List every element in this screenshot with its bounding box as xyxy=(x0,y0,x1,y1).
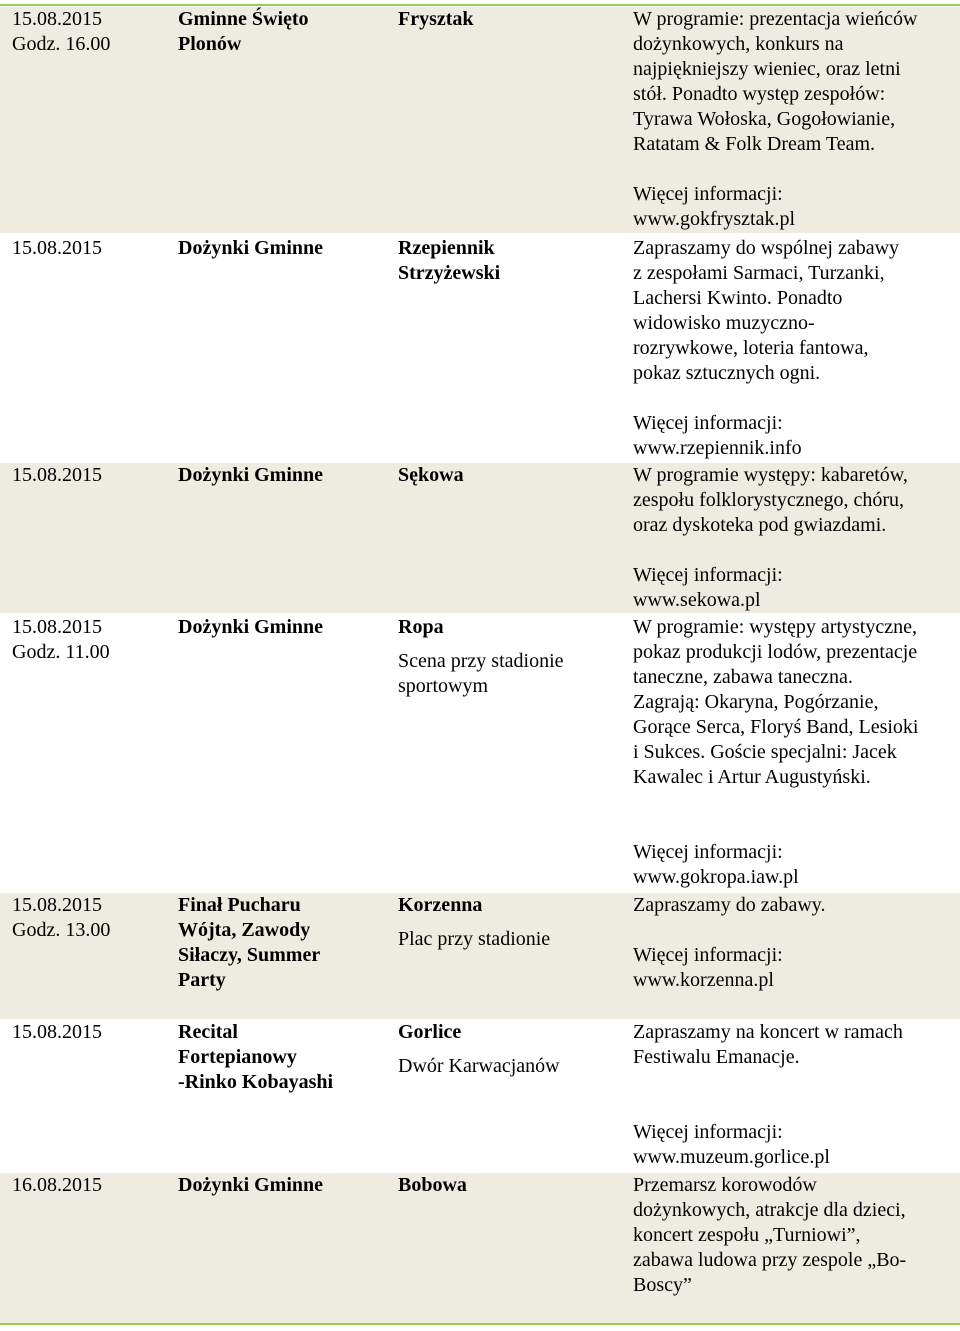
event-date: 15.08.2015 xyxy=(12,1021,102,1043)
more-info-link[interactable]: www.gokfrysztak.pl xyxy=(633,208,796,230)
event-row xyxy=(0,615,960,892)
more-info-label: Więcej informacji: xyxy=(633,183,783,205)
event-description: Przemarsz korowodów dożynkowych, atrakcje dla dzieci, koncert zespołu „Turniowi”, zabawa ludowa przy zespole „Bo- Boscy” xyxy=(633,1174,907,1296)
more-info-label: Więcej informacji: xyxy=(633,412,783,434)
event-name: Gminne Święto Plonów xyxy=(178,8,309,55)
event-row xyxy=(0,236,960,462)
more-info-label: Więcej informacji: xyxy=(633,944,783,966)
event-date: 16.08.2015 xyxy=(12,1174,102,1196)
more-info-link[interactable]: www.gokropa.iaw.pl xyxy=(633,866,799,888)
event-place: Ropa Scena przy stadionie sportowym xyxy=(398,615,628,699)
more-info-link[interactable]: www.rzepiennik.info xyxy=(633,437,802,459)
event-place: Korzenna Plac przy stadionie xyxy=(398,893,628,952)
more-info-link[interactable]: www.sekowa.pl xyxy=(633,589,761,611)
event-venue: Dwór Karwacjanów xyxy=(398,1055,560,1077)
event-description: Zapraszamy na koncert w ramach Festiwalu Emanacje. Więcej informacji: www.muzeum.gorlice.pl xyxy=(633,1020,953,1170)
event-date: 15.08.2015 Godz. 11.00 xyxy=(12,616,110,663)
event-venue: Plac przy stadionie xyxy=(398,928,551,950)
event-description: W programie: prezentacja wieńców dożynkowych, konkurs na najpiękniejszy wieniec, oraz letni stół. Ponadto występ zespołów: Tyrawa Wołoska, Gogołowianie, Ratatam & Folk Dream Team. Więcej informacji: www.gokfrysztak.pl xyxy=(633,7,953,232)
event-place: Frysztak xyxy=(398,8,474,30)
event-name: Recital Fortepianowy -Rinko Kobayashi xyxy=(178,1021,334,1093)
more-info-link[interactable]: www.korzenna.pl xyxy=(633,969,774,991)
event-place: Gorlice Dwór Karwacjanów xyxy=(398,1020,628,1079)
event-venue: Scena przy stadionie sportowym xyxy=(398,650,564,697)
event-date: 15.08.2015 Godz. 13.00 xyxy=(12,894,111,941)
event-row xyxy=(0,463,960,613)
event-name: Dożynki Gminne xyxy=(178,616,324,638)
event-date: 15.08.2015 Godz. 16.00 xyxy=(12,8,111,55)
event-description: W programie występy: kabaretów, zespołu folklorystycznego, chóru, oraz dyskoteka pod gwiazdami. Więcej informacji: www.sekowa.pl xyxy=(633,463,953,613)
event-date: 15.08.2015 xyxy=(12,237,102,259)
more-info-label: Więcej informacji: xyxy=(633,564,783,586)
more-info-label: Więcej informacji: xyxy=(633,841,783,863)
event-place: Bobowa xyxy=(398,1174,467,1196)
more-info-link[interactable]: www.muzeum.gorlice.pl xyxy=(633,1146,830,1168)
table-top-border xyxy=(0,4,960,6)
event-row xyxy=(0,7,960,233)
event-name: Dożynki Gminne xyxy=(178,464,324,486)
event-name: Dożynki Gminne xyxy=(178,1174,324,1196)
event-place: Rzepiennik Strzyżewski xyxy=(398,237,501,284)
event-row xyxy=(0,893,960,1019)
table-bottom-border xyxy=(0,1323,960,1325)
event-row xyxy=(0,1173,960,1323)
event-description: Zapraszamy do zabawy. Więcej informacji: www.korzenna.pl xyxy=(633,893,953,993)
event-date: 15.08.2015 xyxy=(12,464,102,486)
event-description: Zapraszamy do wspólnej zabawy z zespołami Sarmaci, Turzanki, Lachersi Kwinto. Ponadto widowisko muzyczno- rozrywkowe, loteria fantowa, pokaz sztucznych ogni. Więcej informacji: www.rzepiennik.info xyxy=(633,236,953,461)
event-description: W programie: występy artystyczne, pokaz produkcji lodów, prezentacje taneczne, zabawa taneczna. Zagrają: Okaryna, Pogórzanie, Gorące Serca, Floryś Band, Lesioki i Sukces. Goście specjalni: Jacek Kawalec i Artur Augustyński. Więcej informacji: www.gokropa.iaw.pl xyxy=(633,615,953,890)
event-name: Finał Pucharu Wójta, Zawody Siłaczy, Summer Party xyxy=(178,894,321,991)
event-place: Sękowa xyxy=(398,464,464,486)
event-row xyxy=(0,1020,960,1172)
event-name: Dożynki Gminne xyxy=(178,237,324,259)
more-info-label: Więcej informacji: xyxy=(633,1121,783,1143)
